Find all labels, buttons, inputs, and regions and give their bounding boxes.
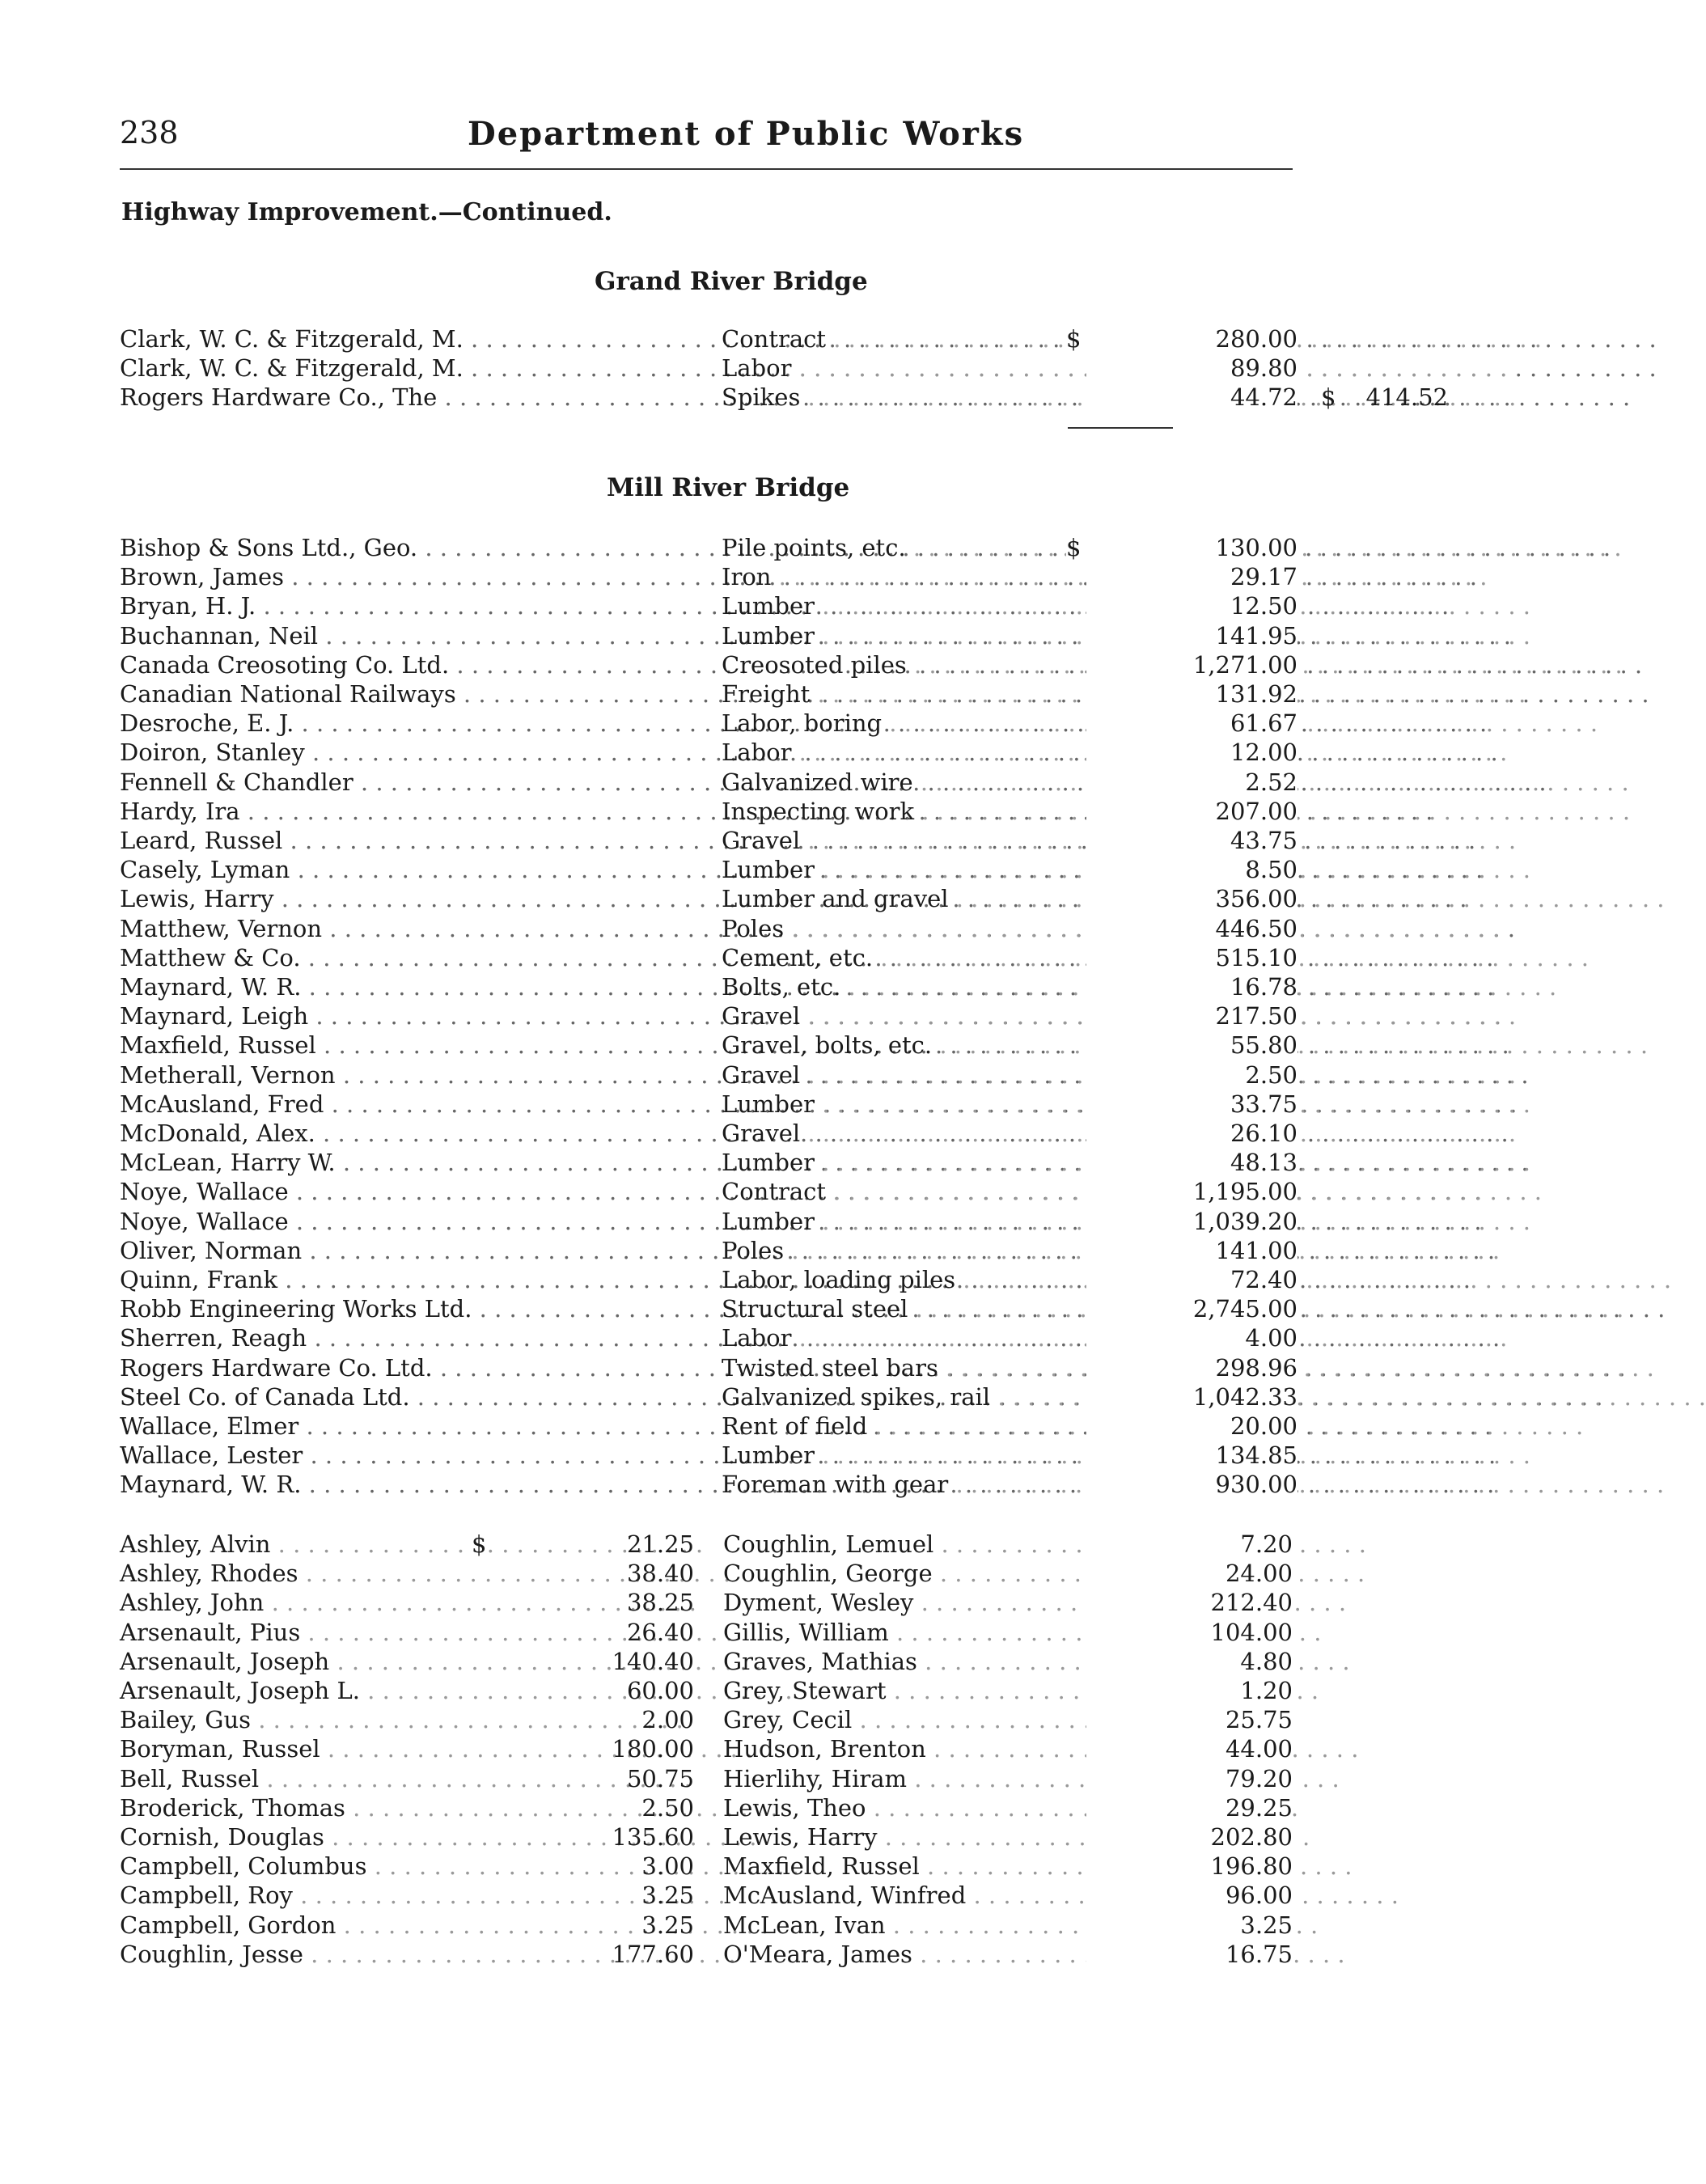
worker-name: Hudson, Brenton . . . — [723, 1735, 1071, 1763]
payroll-row — [120, 1648, 1333, 1677]
item-description: Contract . . . — [722, 325, 1175, 353]
table-row — [120, 1354, 1333, 1383]
payee-name: Brown, James . . . — [120, 563, 715, 590]
amount: 446.50 — [1086, 915, 1297, 942]
item-description: Structural steel . . . — [722, 1295, 1175, 1323]
worker-amount: 16.75 — [1086, 1941, 1293, 1968]
worker-name: Campbell, Columbus . . . — [120, 1852, 459, 1880]
table-row — [120, 354, 1333, 383]
table-row — [120, 973, 1333, 1002]
item-description: Gravel . . . — [722, 1061, 1175, 1089]
table-row — [120, 1295, 1333, 1324]
payroll-row — [120, 1881, 1333, 1911]
grand-river-heading: Grand River Bridge — [595, 267, 868, 296]
item-description: Lumber . . . — [722, 1090, 1175, 1118]
payee-name: Robb Engineering Works Ltd. . . . — [120, 1295, 715, 1323]
payee-name: Maxfield, Russel . . . — [120, 1031, 715, 1059]
worker-amount: 2.00 — [641, 1706, 694, 1734]
payee-name: Fennell & Chandler . . . — [120, 768, 715, 796]
item-description: Gravel . . . — [722, 1120, 1175, 1147]
worker-amount: 60.00 — [626, 1677, 694, 1704]
amount: 298.96 — [1086, 1354, 1297, 1382]
table-row — [120, 1237, 1333, 1266]
worker-amount: 177.60 — [612, 1940, 694, 1968]
table-row — [120, 1149, 1333, 1178]
table-row — [120, 1471, 1333, 1500]
amount: 2.52 — [1086, 768, 1297, 796]
amount: 217.50 — [1086, 1002, 1297, 1030]
payroll-row — [120, 1852, 1333, 1881]
worker-amount: 50.75 — [626, 1764, 694, 1792]
worker-amount: 2.50 — [641, 1793, 694, 1822]
worker-name: Ashley, Alvin . . . — [120, 1530, 459, 1558]
worker-amount: 4.80 — [1086, 1648, 1293, 1675]
table-row — [120, 1178, 1333, 1207]
payroll-row — [120, 1677, 1333, 1706]
amount: 2.50 — [1086, 1061, 1297, 1089]
worker-name: Campbell, Roy . . . — [120, 1881, 459, 1909]
worker-amount: 140.40 — [612, 1647, 694, 1675]
worker-amount: 38.40 — [626, 1560, 694, 1588]
amount: 43.75 — [1086, 827, 1297, 854]
amount: 12.00 — [1086, 739, 1297, 766]
amount: 1,271.00 — [1086, 651, 1297, 679]
worker-name: Campbell, Gordon . . . — [120, 1911, 459, 1939]
payroll-row — [120, 1823, 1333, 1852]
payee-name: Buchannan, Neil . . . — [120, 622, 715, 650]
payee-name: Casely, Lyman . . . — [120, 856, 715, 883]
item-description: Labor, loading piles . . . — [722, 1266, 1175, 1293]
table-row — [120, 856, 1333, 885]
payee-name: Canadian National Railways . . . — [120, 680, 715, 708]
table-row — [120, 885, 1333, 914]
payee-name: Oliver, Norman . . . — [120, 1237, 715, 1264]
table-row — [120, 1090, 1333, 1120]
payroll-row — [120, 1765, 1333, 1794]
section-heading: Highway Improvement.—Continued. — [121, 198, 612, 226]
amount: 141.00 — [1086, 1237, 1297, 1264]
worker-amount: 3.25 — [641, 1881, 694, 1910]
item-description: Foreman with gear . . . — [722, 1471, 1175, 1498]
item-description: Inspecting work . . . — [722, 798, 1175, 825]
item-description: Lumber . . . — [722, 592, 1175, 620]
amount: 8.50 — [1086, 856, 1297, 883]
payee-name: Wallace, Lester . . . — [120, 1441, 715, 1469]
amount: 4.00 — [1086, 1324, 1297, 1352]
table-row — [120, 1412, 1333, 1441]
subtotal-rule — [1068, 427, 1173, 429]
item-description: Freight . . . — [722, 680, 1175, 708]
worker-amount: 3.25 — [641, 1911, 694, 1939]
item-description: Labor . . . — [722, 739, 1175, 766]
worker-name: Boryman, Russel . . . — [120, 1735, 459, 1763]
item-description: Labor, boring . . . — [722, 709, 1175, 737]
worker-name: Arsenault, Joseph L. . . . — [120, 1677, 459, 1704]
payroll-row — [120, 1794, 1333, 1823]
page-title: Department of Public Works — [468, 115, 1025, 153]
table-row — [120, 680, 1333, 709]
worker-amount: 44.00 — [1086, 1735, 1293, 1763]
item-description: Galvanized wire . . . — [722, 768, 1175, 796]
page-header — [120, 115, 1293, 163]
amount: 1,039.20 — [1086, 1208, 1297, 1235]
payee-name: Clark, W. C. & Fitzgerald, M. . . . — [120, 354, 715, 382]
table-row — [120, 827, 1333, 856]
worker-amount: 3.00 — [641, 1852, 694, 1881]
worker-name: Coughlin, Jesse . . . — [120, 1941, 459, 1968]
worker-name: Hierlihy, Hiram . . . — [723, 1765, 1071, 1792]
worker-amount: 3.25 — [1086, 1911, 1293, 1939]
item-description: Gravel . . . — [722, 1002, 1175, 1030]
payee-name: Matthew & Co. . . . — [120, 944, 715, 971]
payee-name: Lewis, Harry . . . — [120, 885, 715, 912]
item-description: Pile points, etc. . . . — [722, 534, 1175, 561]
table-row — [120, 768, 1333, 798]
amount: 1,195.00 — [1086, 1178, 1297, 1205]
worker-amount: 38.25 — [626, 1589, 694, 1617]
item-description: Labor . . . — [722, 1324, 1175, 1352]
item-description: Creosoted piles . . . — [722, 651, 1175, 679]
item-description: Lumber . . . — [722, 1441, 1175, 1469]
table-row — [120, 325, 1333, 354]
amount: 134.85 — [1086, 1441, 1297, 1469]
amount: 141.95 — [1086, 622, 1297, 650]
worker-amount: 21.25 — [626, 1530, 694, 1558]
amount: 1,042.33 — [1086, 1383, 1297, 1411]
amount: 930.00 — [1086, 1471, 1297, 1498]
payroll-row — [120, 1619, 1333, 1648]
worker-amount: 180.00 — [612, 1735, 694, 1763]
worker-amount: 104.00 — [1086, 1619, 1293, 1646]
payee-name: Maynard, Leigh . . . — [120, 1002, 715, 1030]
item-description: Bolts, etc. . . . — [722, 973, 1175, 1001]
amount: 130.00 — [1086, 534, 1297, 561]
amount: 26.10 — [1086, 1120, 1297, 1147]
payroll-row — [120, 1911, 1333, 1941]
table-row — [120, 1120, 1333, 1149]
worker-amount: 202.80 — [1086, 1823, 1293, 1851]
worker-amount: 25.75 — [1086, 1706, 1293, 1733]
worker-name: Bell, Russel . . . — [120, 1765, 459, 1792]
payee-name: Quinn, Frank . . . — [120, 1266, 715, 1293]
worker-name: Arsenault, Pius . . . — [120, 1619, 459, 1646]
table-row — [120, 1208, 1333, 1237]
payee-name: Rogers Hardware Co. Ltd. . . . — [120, 1354, 715, 1382]
item-description: Spikes . . . — [722, 383, 1175, 411]
table-row — [120, 1061, 1333, 1090]
worker-name: Coughlin, Lemuel . . . — [723, 1530, 1071, 1558]
item-description: Lumber . . . — [722, 1149, 1175, 1176]
worker-name: Graves, Mathias . . . — [723, 1648, 1071, 1675]
table-row — [120, 1441, 1333, 1471]
item-description: Gravel, bolts, etc. . . . — [722, 1031, 1175, 1059]
worker-amount: 135.60 — [612, 1823, 694, 1851]
amount: 72.40 — [1086, 1266, 1297, 1293]
payee-name: McDonald, Alex. . . . — [120, 1120, 715, 1147]
dollar-sign: $ — [472, 1530, 487, 1558]
amount: 280.00 — [1086, 325, 1297, 353]
payee-name: Rogers Hardware Co., The . . . — [120, 383, 715, 411]
payee-name: McAusland, Fred . . . — [120, 1090, 715, 1118]
header-divider — [120, 168, 1293, 170]
table-row — [120, 709, 1333, 739]
amount: 131.92 — [1086, 680, 1297, 708]
table-row — [120, 651, 1333, 680]
amount: 2,745.00 — [1086, 1295, 1297, 1323]
page-number: 238 — [120, 115, 179, 150]
amount: 16.78 — [1086, 973, 1297, 1001]
item-description: Rent of field . . . — [722, 1412, 1175, 1440]
payroll-row — [120, 1706, 1333, 1735]
worker-name: McAusland, Winfred . . . — [723, 1881, 1071, 1909]
table-row — [120, 534, 1333, 563]
worker-name: Cornish, Douglas . . . — [120, 1823, 459, 1851]
mill-river-heading: Mill River Bridge — [607, 473, 850, 502]
item-description: Lumber . . . — [722, 1208, 1175, 1235]
payee-name: Noye, Wallace . . . — [120, 1178, 715, 1205]
payroll-row — [120, 1560, 1333, 1589]
amount: 356.00 — [1086, 885, 1297, 912]
worker-name: Grey, Stewart . . . — [723, 1677, 1071, 1704]
table-row — [120, 915, 1333, 944]
section-total: 414.52 — [1365, 383, 1448, 411]
payroll-row — [120, 1941, 1333, 1970]
worker-amount: 1.20 — [1086, 1677, 1293, 1704]
item-description: Twisted steel bars . . . — [722, 1354, 1175, 1382]
payee-name: Bryan, H. J. . . . — [120, 592, 715, 620]
amount: 33.75 — [1086, 1090, 1297, 1118]
payee-name: Maynard, W. R. . . . — [120, 1471, 715, 1498]
worker-amount: 24.00 — [1086, 1560, 1293, 1587]
amount: 20.00 — [1086, 1412, 1297, 1440]
worker-name: Dyment, Wesley . . . — [723, 1589, 1071, 1616]
amount: 12.50 — [1086, 592, 1297, 620]
payee-name: Bishop & Sons Ltd., Geo. . . . — [120, 534, 715, 561]
payee-name: Sherren, Reagh . . . — [120, 1324, 715, 1352]
table-row — [120, 1266, 1333, 1295]
payee-name: Maynard, W. R. . . . — [120, 973, 715, 1001]
amount: 55.80 — [1086, 1031, 1297, 1059]
payee-name: Wallace, Elmer . . . — [120, 1412, 715, 1440]
worker-name: Gillis, William . . . — [723, 1619, 1071, 1646]
amount: 48.13 — [1086, 1149, 1297, 1176]
worker-name: Maxfield, Russel . . . — [723, 1852, 1071, 1880]
payee-name: Matthew, Vernon . . . — [120, 915, 715, 942]
payee-name: Noye, Wallace . . . — [120, 1208, 715, 1235]
payee-name: McLean, Harry W. . . . — [120, 1149, 715, 1176]
payroll-row — [120, 1530, 1333, 1560]
payee-name: Canada Creosoting Co. Ltd. . . . — [120, 651, 715, 679]
payee-name: Steel Co. of Canada Ltd. . . . — [120, 1383, 715, 1411]
table-row — [120, 592, 1333, 621]
dollar-sign: $ — [1066, 325, 1090, 353]
worker-amount: 212.40 — [1086, 1589, 1293, 1616]
worker-name: Broderick, Thomas . . . — [120, 1794, 459, 1822]
worker-name: Ashley, John . . . — [120, 1589, 459, 1616]
worker-amount: 196.80 — [1086, 1852, 1293, 1880]
worker-name: Bailey, Gus . . . — [120, 1706, 459, 1733]
worker-name: Grey, Cecil . . . — [723, 1706, 1071, 1733]
payee-name: Clark, W. C. & Fitzgerald, M. . . . — [120, 325, 715, 353]
worker-amount: 26.40 — [626, 1618, 694, 1646]
worker-name: Ashley, Rhodes . . . — [120, 1560, 459, 1587]
item-description: Contract . . . — [722, 1178, 1175, 1205]
payee-name: Leard, Russel . . . — [120, 827, 715, 854]
item-description: Lumber and gravel . . . — [722, 885, 1175, 912]
worker-name: Lewis, Theo . . . — [723, 1794, 1071, 1822]
item-description: Iron . . . — [722, 563, 1175, 590]
table-row — [120, 739, 1333, 768]
table-row — [120, 563, 1333, 592]
item-description: Gravel . . . — [722, 827, 1175, 854]
worker-name: Arsenault, Joseph . . . — [120, 1648, 459, 1675]
item-description: Lumber . . . — [722, 622, 1175, 650]
item-description: Poles . . . — [722, 1237, 1175, 1264]
payee-name: Desroche, E. J. . . . — [120, 709, 715, 737]
table-row — [120, 1002, 1333, 1031]
worker-name: O'Meara, James . . . — [723, 1941, 1071, 1968]
table-row — [120, 1383, 1333, 1412]
table-row — [120, 1031, 1333, 1060]
item-description: Galvanized spikes, rail . . . — [722, 1383, 1175, 1411]
amount: 29.17 — [1086, 563, 1297, 590]
amount: 515.10 — [1086, 944, 1297, 971]
worker-amount: 96.00 — [1086, 1881, 1293, 1909]
payee-name: Doiron, Stanley . . . — [120, 739, 715, 766]
worker-name: Lewis, Harry . . . — [723, 1823, 1071, 1851]
amount: 44.72 — [1086, 383, 1297, 411]
worker-amount: 7.20 — [1086, 1530, 1293, 1558]
table-row — [120, 798, 1333, 827]
item-description: Poles . . . — [722, 915, 1175, 942]
item-description: Labor . . . — [722, 354, 1175, 382]
table-row — [120, 944, 1333, 973]
worker-name: McLean, Ivan . . . — [723, 1911, 1071, 1939]
worker-amount: 79.20 — [1086, 1765, 1293, 1792]
worker-amount: 29.25 — [1086, 1794, 1293, 1822]
payee-name: Hardy, Ira . . . — [120, 798, 715, 825]
item-description: Lumber . . . — [722, 856, 1175, 883]
payee-name: Metherall, Vernon . . . — [120, 1061, 715, 1089]
amount: 89.80 — [1086, 354, 1297, 382]
amount: 207.00 — [1086, 798, 1297, 825]
worker-name: Coughlin, George . . . — [723, 1560, 1071, 1587]
amount: 61.67 — [1086, 709, 1297, 737]
total-dollar-sign: $ — [1321, 383, 1336, 411]
payroll-row — [120, 1589, 1333, 1618]
table-row — [120, 622, 1333, 651]
payroll-row — [120, 1735, 1333, 1764]
table-row — [120, 383, 1448, 413]
item-description: Cement, etc. . . . — [722, 944, 1175, 971]
dollar-sign: $ — [1066, 534, 1090, 561]
table-row — [120, 1324, 1333, 1353]
